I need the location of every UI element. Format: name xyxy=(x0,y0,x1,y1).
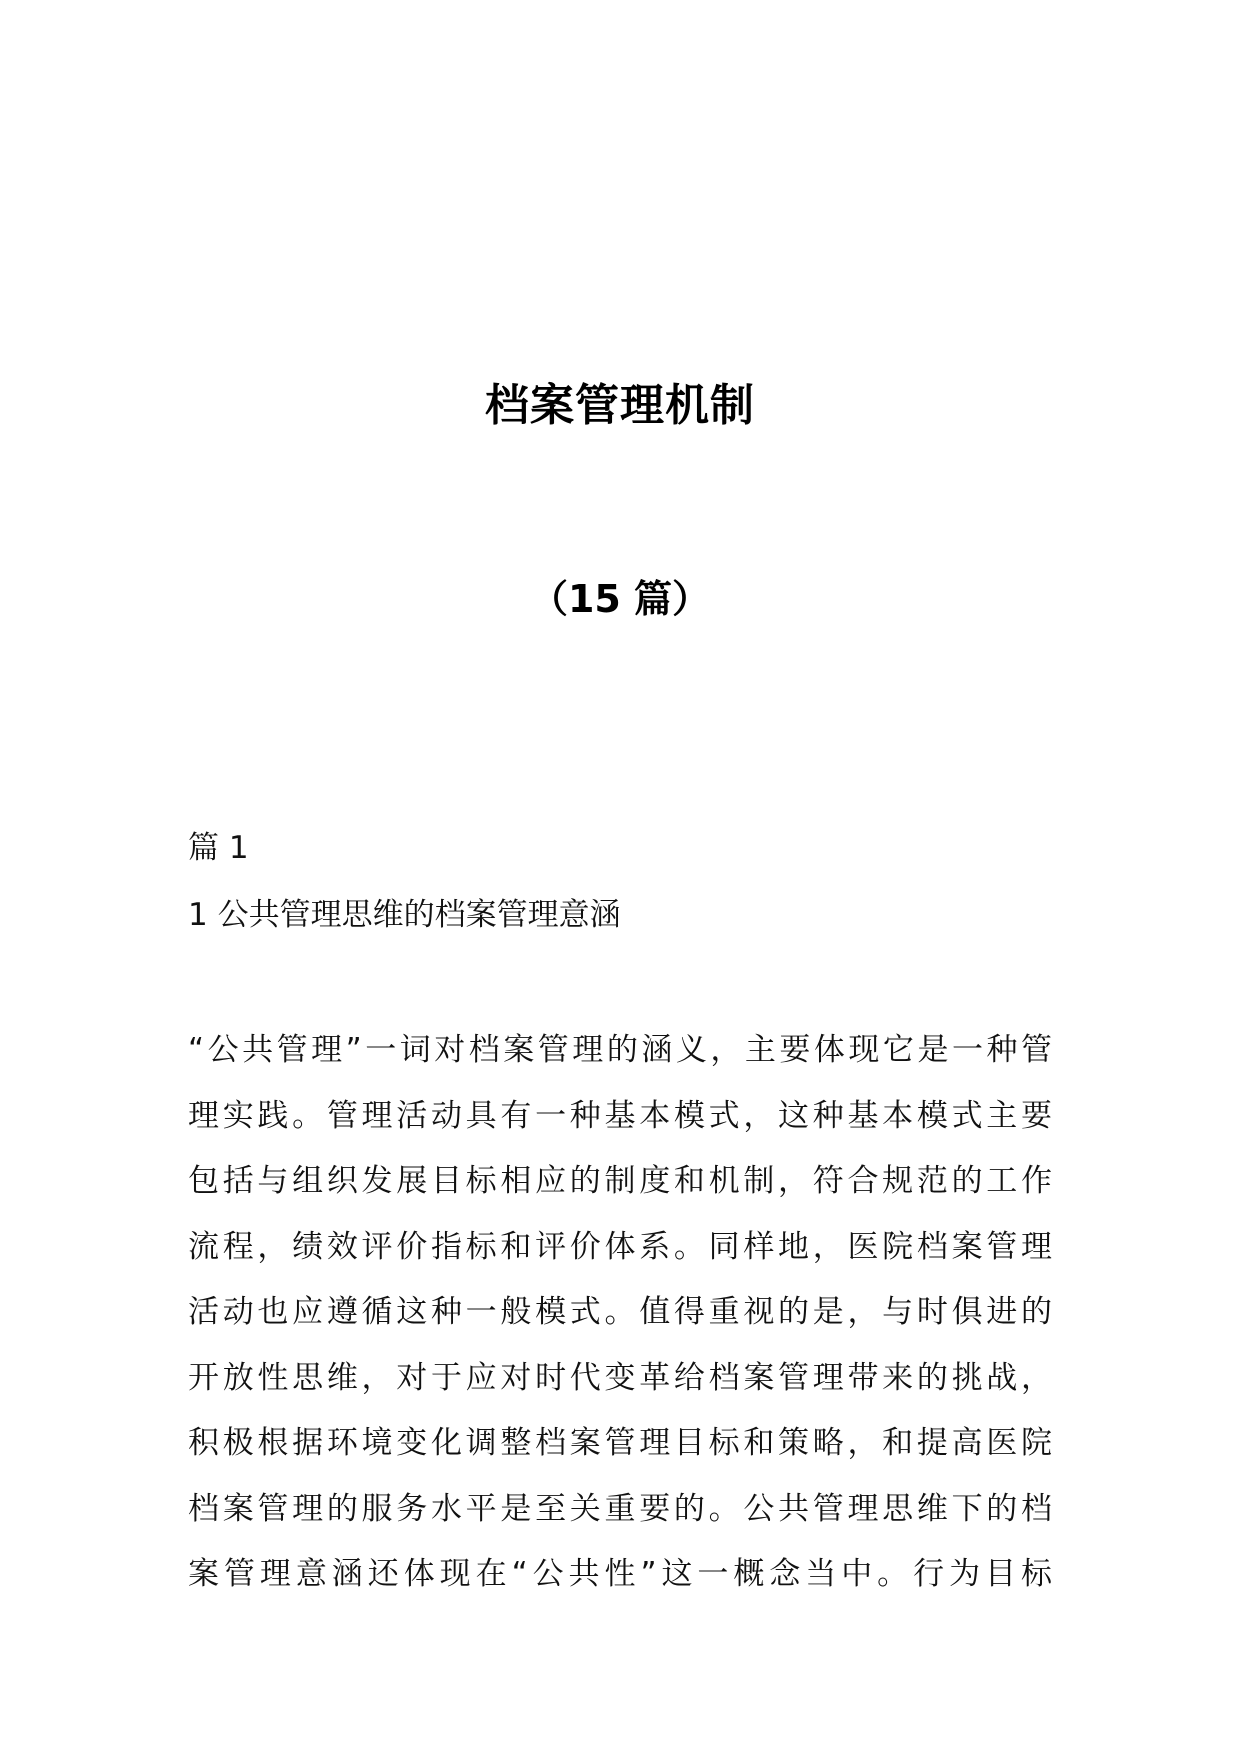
body-line: 活动也应遵循这种一般模式。值得重视的是，与时俱进的 xyxy=(188,1294,1052,1330)
body-line: “公共管理”一词对档案管理的涵义，主要体现它是一种管 xyxy=(188,1032,1052,1068)
body-line: 包括与组织发展目标相应的制度和机制，符合规范的工作 xyxy=(188,1163,1052,1199)
document-title: 档案管理机制 xyxy=(485,380,755,431)
section-label: 篇 1 xyxy=(188,830,249,866)
document-subtitle: （15 篇） xyxy=(529,577,711,621)
body-line: 流程，绩效评价指标和评价体系。同样地，医院档案管理 xyxy=(188,1228,1052,1265)
body-line: 开放性思维，对于应对时代变革给档案管理带来的挑战， xyxy=(188,1359,1052,1396)
body-line: 案管理意涵还体现在“公共性”这一概念当中。行为目标 xyxy=(188,1556,1052,1592)
body-line: 档案管理的服务水平是至关重要的。公共管理思维下的档 xyxy=(188,1490,1052,1527)
body-line: 理实践。管理活动具有一种基本模式，这种基本模式主要 xyxy=(188,1097,1052,1134)
body-paragraph xyxy=(188,1018,1052,1608)
section-heading: 1 公共管理思维的档案管理意涵 xyxy=(188,897,621,933)
body-line: 积极根据环境变化调整档案管理目标和策略，和提高医院 xyxy=(188,1425,1052,1461)
